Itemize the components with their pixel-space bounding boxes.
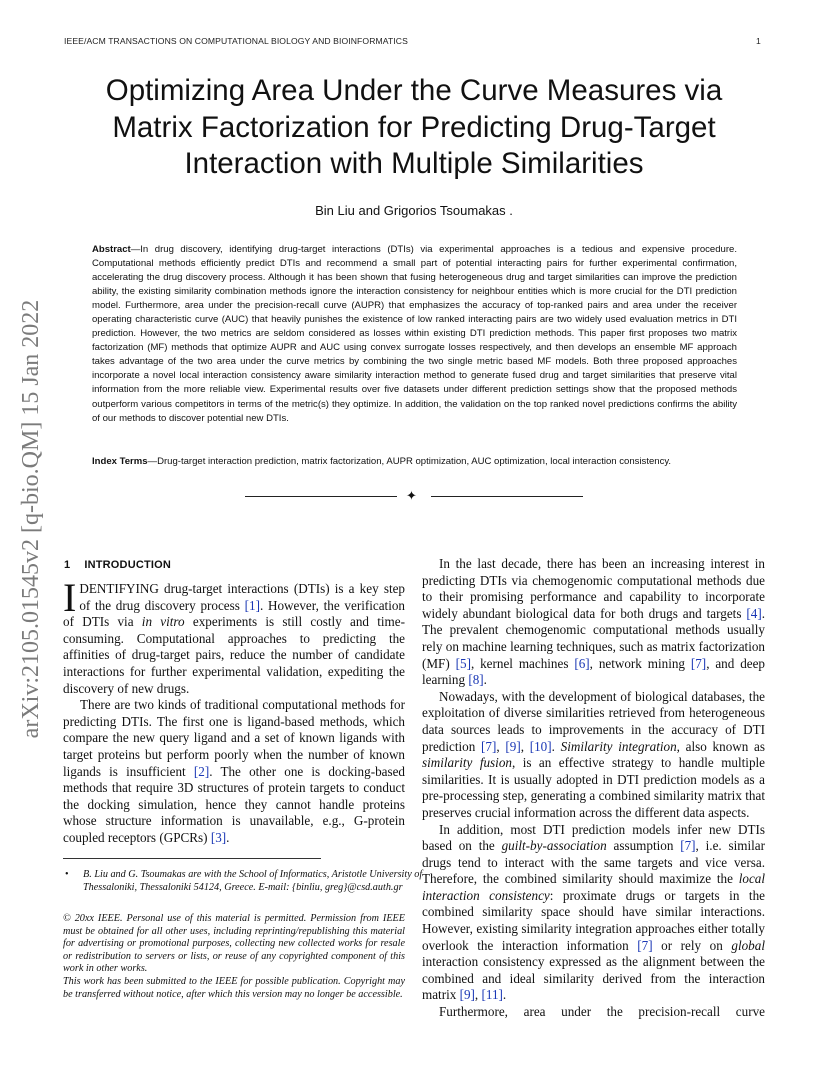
emphasis: similarity fusion bbox=[422, 755, 512, 771]
section-heading bbox=[64, 559, 171, 571]
citation-link[interactable]: [7] bbox=[481, 738, 497, 754]
footnote-text: B. Liu and G. Tsoumakas are with the School of Informatics, Aristotle University of Thessaloniki, Thessaloniki 54124, Greece. E-mail: {binliu, greg}@csd.auth.gr bbox=[83, 869, 423, 893]
text-run: , i.e. similar drugs tend to interact with the same targets and vice versa. Therefore, the combined similarity should maximize the bbox=[422, 838, 765, 887]
emphasis: local interaction consistency bbox=[422, 871, 765, 903]
emphasis: global bbox=[731, 937, 765, 953]
paragraph bbox=[63, 575, 405, 697]
text-run: There are two kinds of traditional computational methods for predicting DTIs. The first one is ligand-based methods, which compare the new query ligand and a set of known ligands with target proteins but perform poorly when the number of known ligands is insufficient bbox=[63, 697, 405, 779]
citation-link[interactable]: [4] bbox=[746, 605, 762, 621]
copyright-notice bbox=[63, 913, 405, 1001]
abstract-label: Abstract bbox=[92, 244, 131, 255]
title-line: Interaction with Multiple Similarities bbox=[184, 147, 644, 180]
paragraph bbox=[63, 697, 405, 846]
footnote-rule bbox=[63, 858, 321, 859]
text-run: assumption bbox=[606, 838, 681, 854]
title-line: Optimizing Area Under the Curve Measures via bbox=[105, 74, 723, 107]
text-run: drug-target interactions (DTIs) is a key step of the drug discovery process bbox=[79, 581, 405, 613]
citation-link[interactable]: [6] bbox=[574, 655, 590, 671]
paragraph bbox=[422, 689, 765, 822]
citation-link[interactable]: [3] bbox=[210, 829, 227, 845]
text-run: : proximate drugs or targets in the combined similarity space should have similar interactions. However, existing similarity integration approaches either totally overlook the interaction information bbox=[422, 887, 765, 953]
arxiv-identifier-sidebar[interactable]: arXiv:2105.01545v2 [q-bio.QM] 15 Jan 2022 bbox=[17, 299, 44, 739]
citation-link[interactable]: [10] bbox=[529, 738, 552, 754]
drop-cap: I bbox=[63, 575, 77, 620]
text-run: In the last decade, there has been an increasing interest in predicting DTIs via chemogenomic computational methods due to their promising performance and capability to incorporate widely abundant biological data for both drugs and targets bbox=[422, 556, 765, 621]
text-run: . However, the verification of DTIs via bbox=[63, 597, 405, 630]
text-run: Nowadays, with the development of biological databases, the exploitation of diverse similarities retrieved from heterogeneous data sources leads to improvements in the accuracy of DTI prediction bbox=[422, 688, 765, 754]
text-run: , bbox=[520, 738, 530, 754]
text-run: , and deep learning bbox=[422, 655, 765, 688]
running-head: IEEE/ACM TRANSACTIONS ON COMPUTATIONAL BIOLOGY AND BIOINFORMATICS bbox=[64, 36, 408, 46]
emphasis: guilt-by-association bbox=[501, 838, 607, 854]
paragraph bbox=[422, 1004, 765, 1021]
citation-link[interactable]: [7] bbox=[690, 655, 707, 671]
author-affiliation-footnote bbox=[63, 869, 425, 894]
text-run: . bbox=[551, 738, 561, 754]
citation-link[interactable]: [7] bbox=[680, 838, 696, 854]
separator-rule-right bbox=[431, 496, 583, 497]
section-title-initial: I bbox=[84, 559, 88, 571]
citation-link[interactable]: [2] bbox=[193, 763, 210, 779]
text-run: or rely on bbox=[652, 937, 732, 953]
paragraph bbox=[422, 556, 765, 689]
text-run: experiments is still costly and time-consuming. Computational approaches to predicting the affinities of drug-target pairs, reduce the number of candidate interactions for further experimental validation, expediting the discovery of new drugs. bbox=[63, 614, 405, 696]
text-run: interaction consistency expressed as the alignment between the combined and ideal similarity derived from the interaction matrix bbox=[422, 954, 765, 1003]
lead-smallcaps: DENTIFYING bbox=[79, 581, 159, 596]
title-line: Matrix Factorization for Predicting Drug-Target bbox=[112, 110, 716, 144]
index-terms bbox=[92, 455, 737, 469]
text-run: , is an effective strategy to handle multiple similarities. It is usually adopted in DTI prediction models as a pre-processing step, generating a combined similarity matrix that preserves crucial information across the different data aspects. bbox=[422, 755, 765, 820]
citation-link[interactable]: [9] bbox=[459, 987, 475, 1003]
citation-link[interactable]: [7] bbox=[637, 937, 653, 953]
text-run: . bbox=[226, 829, 230, 845]
index-terms-text: —Drug-target interaction prediction, matrix factorization, AUPR optimization, AUC optimization, local interaction consistency. bbox=[147, 456, 672, 467]
text-run: . The prevalent chemogenomic computational methods usually rely on machine learning techniques, such as matrix factorization (MF) bbox=[422, 605, 765, 671]
author-list: Bin Liu and Grigorios Tsoumakas . bbox=[315, 203, 513, 218]
abstract-text: —In drug discovery, identifying drug-target interactions (DTIs) via experimental approaches is a tedious and expensive procedure. Computational methods efficiently predict DTIs and recommend a small part of potential interacting pairs for further experimental confirmation, accelerating the drug discovery process. Although it has been shown that fusing heterogeneous drug and target similarities can improve the prediction ability, the existing similarity combination methods ignore the interaction consistency for neighbour entities which is more crucial for the DTI prediction model. Furthermore, area under the precision-recall curve (AUPR) that emphasizes the accuracy of top-ranked pairs and area under the receiver operating characteristic curve (AUC) that heavily punishes the existence of low ranked interacting pairs are two widely used evaluation metrics in DTI prediction. However, the two metrics are seldom considered as losses within existing DTI prediction methods. This paper first proposes two matrix factorization (MF) methods that optimize AUPR and AUC using convex surrogate losses respectively, and then develops an ensemble MF approach takes advantage of the two area under the curve metrics by combining the two single metric based MF models. Both three proposed approaches incorporate a novel local interaction consistency aware similarity interaction method to generate fused drug and target similarities that preserve vital information from the more reliable view. Experimental results over five datasets under different prediction settings show that the proposed methods outperform various competitors in terms of the metric(s) they optimize. In addition, the validation on the top ranked novel predictions confirms the ability of our methods to discover potential new DTIs. bbox=[92, 244, 737, 424]
paper-title bbox=[60, 73, 768, 183]
text-run: . The other one is docking-based methods that require 3D structures of protein targets to conduct the docking simulation, hence they cannot handle proteins whose structure information is unavailable, e.g., G-protein coupled receptors (GPCRs) bbox=[63, 763, 405, 845]
footnote-bullet: • bbox=[65, 869, 69, 880]
submission-notice: This work has been submitted to the IEEE for possible publication. Copyright may be transferred without notice, after which this version may no longer be accessible. bbox=[63, 975, 405, 1000]
left-column bbox=[63, 575, 405, 847]
separator-rule-left bbox=[245, 496, 397, 497]
page-number: 1 bbox=[756, 36, 761, 46]
text-run: , bbox=[474, 987, 482, 1003]
citation-link[interactable]: [8] bbox=[468, 672, 484, 688]
index-terms-label: Index Terms bbox=[92, 456, 148, 467]
citation-link[interactable]: [1] bbox=[244, 597, 260, 613]
right-column bbox=[422, 556, 765, 1021]
abstract bbox=[92, 243, 737, 426]
copyright-text: © 20xx IEEE. Personal use of this material is permitted. Permission from IEEE must be obtained for all other uses, including reprinting/republishing this material for advertising or promotional purposes, collecting new collected works for resale or redistribution to servers or lists, or reuse of any copyrighted component of this work in other works. bbox=[63, 913, 405, 975]
text-run: , kernel machines bbox=[470, 655, 575, 671]
emphasis: in vitro bbox=[141, 614, 185, 630]
text-run: . bbox=[502, 987, 507, 1003]
section-number: 1 bbox=[64, 559, 71, 571]
text-run: Furthermore, area under the precision-recall curve bbox=[439, 1004, 765, 1020]
section-title-rest: NTRODUCTION bbox=[87, 559, 172, 571]
text-run: . bbox=[483, 672, 487, 688]
citation-link[interactable]: [11] bbox=[481, 987, 503, 1003]
citation-link[interactable]: [5] bbox=[455, 655, 471, 671]
text-run: , bbox=[496, 738, 506, 754]
emphasis: Similarity integration bbox=[560, 738, 677, 754]
citation-link[interactable]: [9] bbox=[505, 738, 521, 754]
text-run: In addition, most DTI prediction models infer new DTIs based on the bbox=[422, 821, 765, 854]
text-run: , network mining bbox=[589, 655, 691, 671]
paragraph bbox=[422, 822, 765, 1005]
text-run: , also known as bbox=[676, 738, 766, 754]
separator-diamond-icon: ✦ bbox=[406, 488, 417, 503]
